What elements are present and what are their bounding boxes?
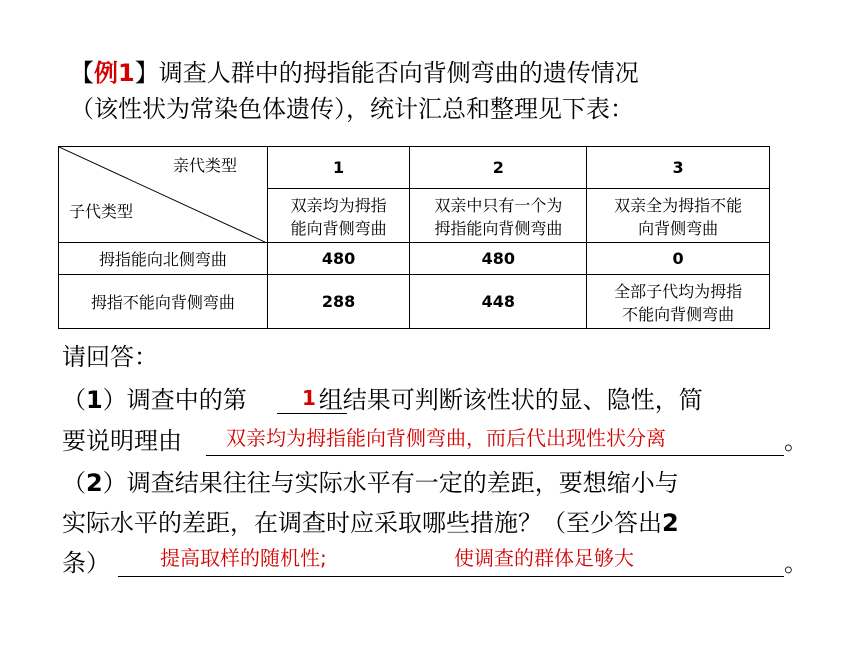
question-2-line-3 xyxy=(62,546,110,580)
question-2-number: 2 xyxy=(86,469,103,497)
question-2-text-c: 条） xyxy=(62,549,110,577)
answer-blank-measures xyxy=(118,576,784,577)
answer-prompt: 请回答： xyxy=(62,343,158,371)
column-desc-1-line1: 双亲均为拇指 xyxy=(290,195,387,215)
question-1-end: 。 xyxy=(784,427,808,455)
question-2-line-2 xyxy=(62,506,679,540)
question-1-line-1 xyxy=(62,383,703,417)
question-2-end: 。 xyxy=(784,549,808,577)
question-1-text-c: 要说明理由 xyxy=(62,427,182,455)
paren-open: （ xyxy=(62,386,86,414)
column-desc-3-line2: 向背侧弯曲 xyxy=(638,218,719,238)
question-1-text-b: 组结果可判断该性状的显、隐性，简 xyxy=(318,386,703,414)
column-desc-2-line2: 拇指能向背侧弯曲 xyxy=(434,218,563,238)
answer-blank-reason xyxy=(206,455,784,456)
header-child-type: 子代类型 xyxy=(69,202,134,221)
column-desc-3-line1: 双亲全为拇指不能 xyxy=(614,195,743,215)
column-number-3: 3 xyxy=(587,147,770,189)
diagonal-header-cell xyxy=(59,147,268,243)
answer-reason: 双亲均为拇指能向背侧弯曲，而后代出现性状分离 xyxy=(226,426,666,450)
row-label-no-bend: 拇指不能向背侧弯曲 xyxy=(59,275,268,329)
question-1-number: 1 xyxy=(86,386,103,414)
column-desc-2-line1: 双亲中只有一个为 xyxy=(434,195,563,215)
question-2-line-1 xyxy=(62,466,679,500)
column-desc-2 xyxy=(410,189,587,243)
question-2-count: 2 xyxy=(662,509,679,537)
header-parent-type: 亲代类型 xyxy=(173,156,238,175)
column-desc-1-line2: 能向背侧弯曲 xyxy=(290,218,387,238)
table-row xyxy=(59,275,770,329)
cell-note-line2: 不能向背侧弯曲 xyxy=(622,304,735,324)
cell-value: 288 xyxy=(267,275,410,329)
column-number-2: 2 xyxy=(410,147,587,189)
intro-text-1: 调查人群中的拇指能否向背侧弯曲的遗传情况 xyxy=(158,59,639,87)
answer-measure-2: 使调查的群体足够大 xyxy=(454,546,634,570)
bracket-open: 【 xyxy=(70,59,94,87)
paren-open: （ xyxy=(62,469,86,497)
intro-line-2 xyxy=(70,92,634,126)
column-desc-3 xyxy=(587,189,770,243)
cell-value: 480 xyxy=(267,243,410,275)
intro-line-1 xyxy=(70,56,639,90)
answer-measure-1: 提高取样的随机性; xyxy=(160,546,327,570)
table-row xyxy=(59,243,770,275)
cell-value: 0 xyxy=(587,243,770,275)
answer-group-number: 1 xyxy=(302,386,316,410)
question-1-text-a: 调查中的第 xyxy=(126,386,247,414)
bracket-close: 】 xyxy=(134,59,159,87)
column-desc-1 xyxy=(267,189,410,243)
column-number-1: 1 xyxy=(267,147,410,189)
cell-note-line1: 全部子代均为拇指 xyxy=(614,281,743,301)
answer-blank-group xyxy=(277,413,347,414)
table-header-row-numbers xyxy=(59,147,770,189)
question-2-text-b: 实际水平的差距，在调查时应采取哪些措施？（至少答出 xyxy=(62,509,662,537)
question-2-text-a: 调查结果往往与实际水平有一定的差距，要想缩小与 xyxy=(126,469,679,497)
question-1-line-2 xyxy=(62,424,182,458)
row-label-bend: 拇指能向北侧弯曲 xyxy=(59,243,268,275)
genetics-table xyxy=(58,146,770,329)
cell-value: 448 xyxy=(410,275,587,329)
intro-text-2: （该性状为常染色体遗传），统计汇总和整理见下表： xyxy=(70,95,634,123)
example-label: 例1 xyxy=(94,59,135,87)
cell-note xyxy=(587,275,770,329)
paren-close: ） xyxy=(102,469,127,497)
paren-close: ） xyxy=(102,386,127,414)
cell-value: 480 xyxy=(410,243,587,275)
